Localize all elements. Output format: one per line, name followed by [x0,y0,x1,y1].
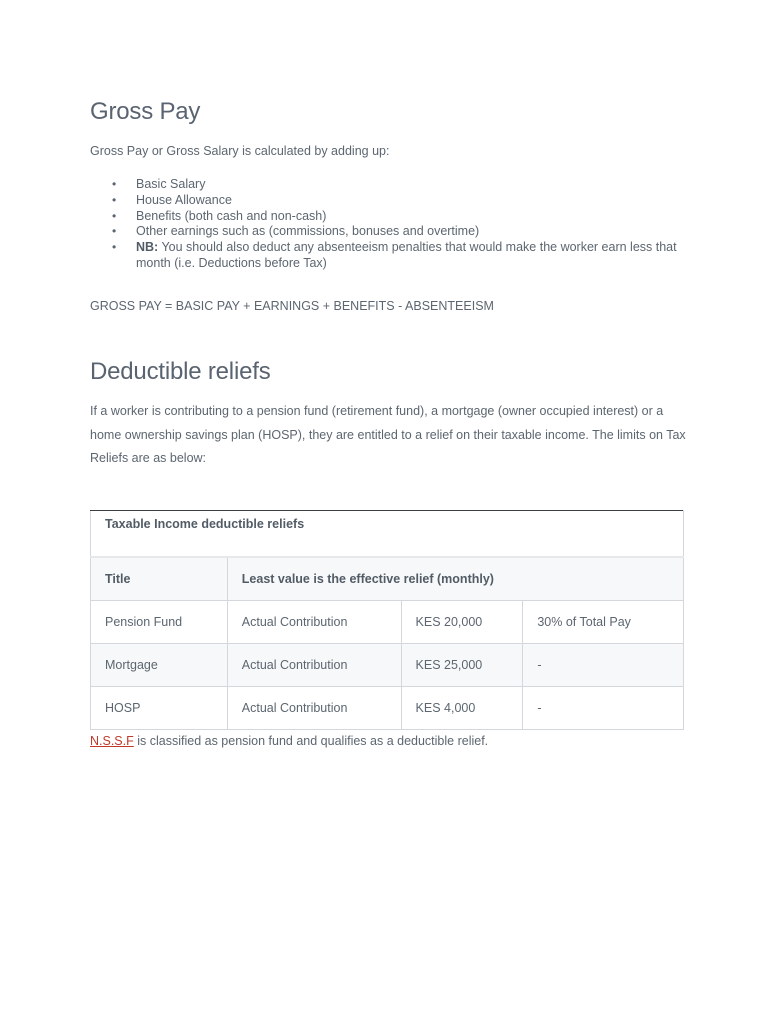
list-item: • Other earnings such as (commissions, bonuses and overtime) [90,224,684,240]
table-cell: Actual Contribution [227,644,401,687]
table-cell: KES 25,000 [401,644,523,687]
gross-pay-components-list [90,177,684,272]
table-cell: Actual Contribution [227,687,401,730]
nssf-note-text: is classified as pension fund and qualifies as a deductible relief. [133,734,489,748]
gross-pay-formula: GROSS PAY = BASIC PAY + EARNINGS + BENEFITS - ABSENTEEISM [90,299,494,313]
table-cell: Mortgage [91,644,228,687]
table-cell: - [523,644,684,687]
nssf-note [90,734,488,748]
deductible-reliefs-heading: Deductible reliefs [90,358,271,385]
table-row [91,687,684,730]
reliefs-table [90,510,684,730]
list-item: • Basic Salary [90,177,684,193]
table-caption-row [91,511,684,558]
table-caption: Taxable Income deductible reliefs [91,511,684,558]
table-cell: Actual Contribution [227,601,401,644]
column-header-title: Title [91,557,228,601]
column-header-value: Least value is the effective relief (monthly) [227,557,683,601]
table-cell: HOSP [91,687,228,730]
table-cell: KES 4,000 [401,687,523,730]
list-item: • House Allowance [90,193,684,209]
table-cell: KES 20,000 [401,601,523,644]
table-cell: 30% of Total Pay [523,601,684,644]
table-row [91,601,684,644]
table-cell: Pension Fund [91,601,228,644]
nb-label: NB: [136,240,159,255]
table-row [91,644,684,687]
nb-text: You should also deduct any absenteeism penalties that would make the worker earn less that month (i.e. Deductions before Tax) [136,240,677,270]
gross-pay-intro: Gross Pay or Gross Salary is calculated by adding up: [90,144,390,158]
table-header-row [91,557,684,601]
gross-pay-heading: Gross Pay [90,98,201,125]
table-cell: - [523,687,684,730]
nssf-link[interactable]: N.S.S.F [90,734,134,748]
list-item-nb [90,240,684,272]
list-item: • Benefits (both cash and non-cash) [90,209,684,225]
deductible-reliefs-paragraph: If a worker is contributing to a pension fund (retirement fund), a mortgage (owner occupied interest) or a home ownership savings plan (HOSP), they are entitled to a relief on their taxable income. The limits on Tax Reliefs are as below: [90,404,686,465]
